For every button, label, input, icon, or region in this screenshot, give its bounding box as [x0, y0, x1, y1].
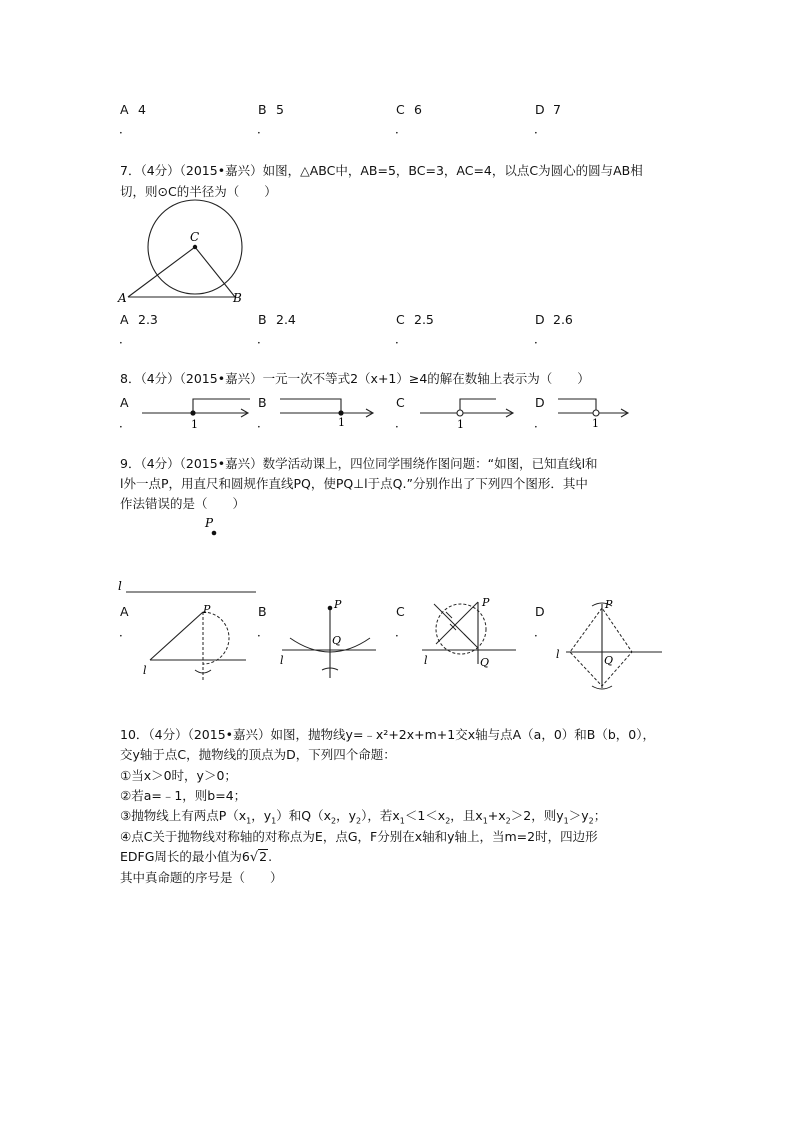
svg-text:P: P — [605, 598, 613, 611]
svg-text:P: P — [334, 598, 342, 611]
q9-text-line3: 作法错误的是（ ） — [120, 496, 246, 511]
q8-numberline-d[interactable] — [556, 393, 636, 433]
q7-label-a: A — [118, 291, 127, 305]
q7-dot-a: ． — [119, 332, 132, 346]
q8-text-line1: 8．（4分）（2015•嘉兴）一元一次不等式2（x+1）≥4的解在数轴上表示为（ ） — [120, 371, 590, 386]
q7-label-b: B — [233, 291, 242, 305]
q8-dot-a: ． — [119, 416, 132, 430]
q9-given-figure — [118, 516, 263, 596]
q6-option-c[interactable]: C 6 — [396, 102, 422, 117]
q9-given-point-p — [212, 531, 217, 536]
q9-figure-b[interactable] — [278, 596, 383, 686]
q9-text-line1: 9．（4分）（2015•嘉兴）数学活动课上，四位同学围绕作图问题：“如图，已知直线l和 — [120, 456, 598, 471]
svg-text:l: l — [143, 664, 147, 677]
q7-text-line1: 7．（4分）（2015•嘉兴）如图，△ABC中，AB=5，BC=3，AC=4，以点C为圆心的圆与AB相 — [120, 163, 643, 178]
q10-text-line2: 交y轴于点C，抛物线的顶点为D，下列四个命题： — [120, 747, 396, 762]
q10-statement-4-line1: ④点C关于抛物线对称轴的对称点为E，点G，F分别在x轴和y轴上，当m=2时，四边形 — [120, 829, 598, 844]
svg-text:Q: Q — [332, 634, 342, 647]
q8-letter-d[interactable]: D — [535, 395, 545, 410]
q9-letter-c[interactable]: C — [396, 604, 405, 619]
q9-figure-a[interactable] — [140, 600, 250, 690]
svg-text:P: P — [482, 596, 490, 609]
q9-dot-c: ． — [395, 625, 408, 639]
q8-numberline-b[interactable] — [278, 393, 378, 433]
q10-text-line1: 10．（4分）（2015•嘉兴）如图，抛物线y=﹣x²+2x+m+1交x轴与点A（a，0）和B（b，0）， — [120, 727, 655, 742]
q6-option-a[interactable]: A 4 — [120, 102, 146, 117]
q7-label-c: C — [190, 230, 200, 244]
svg-text:P: P — [203, 603, 211, 616]
q6-dot-c: ． — [395, 122, 408, 136]
q6-dot-b: ． — [257, 122, 270, 136]
q7-option-c[interactable]: C 2.5 — [396, 312, 434, 327]
q8-letter-c[interactable]: C — [396, 395, 405, 410]
q9-given-label-l: l — [118, 579, 122, 593]
svg-text:Q: Q — [604, 654, 614, 667]
q8-tick-b: 1 — [338, 416, 345, 429]
q8-numberline-c[interactable] — [418, 393, 518, 433]
q7-triangle-abc — [128, 247, 235, 297]
sqrt-radicand: 2 — [259, 849, 268, 864]
q7-text-line2: 切，则⊙C的半径为（ ） — [120, 184, 277, 199]
q9-given-label-p: P — [205, 516, 214, 530]
q10-statement-2: ②若a=﹣1，则b=4； — [120, 788, 247, 803]
q10-final-question: 其中真命题的序号是（ ） — [120, 870, 283, 885]
q7-dot-d: ． — [534, 332, 547, 346]
q8-letter-b[interactable]: B — [258, 395, 267, 410]
q8-dot-c: ． — [395, 416, 408, 430]
svg-text:Q: Q — [480, 656, 490, 669]
q9-dot-a: ． — [119, 625, 132, 639]
q9-figure-d[interactable] — [556, 596, 666, 696]
q7-figure — [118, 205, 248, 309]
q9-figure-c[interactable] — [416, 594, 526, 684]
q8-tick-d: 1 — [592, 417, 599, 430]
q7-point-c — [193, 245, 197, 249]
q8-dot-d: ． — [534, 416, 547, 430]
q8-tick-a: 1 — [191, 418, 198, 431]
q8-tick-c: 1 — [457, 418, 464, 431]
q8-numberline-a[interactable] — [140, 393, 255, 433]
svg-text:l: l — [556, 648, 560, 661]
q7-dot-b: ． — [257, 332, 270, 346]
q10-statement-1: ①当x＞0时，y＞0； — [120, 768, 237, 783]
q9-text-line2: l外一点P，用直尺和圆规作直线PQ，使PQ⊥l于点Q.”分别作出了下列四个图形．其中 — [120, 476, 588, 491]
q9-letter-b[interactable]: B — [258, 604, 267, 619]
q7-option-b[interactable]: B 2.4 — [258, 312, 296, 327]
q8-letter-a[interactable]: A — [120, 395, 129, 410]
svg-text:l: l — [424, 654, 428, 667]
q7-option-a[interactable]: A 2.3 — [120, 312, 158, 327]
q7-dot-c: ． — [395, 332, 408, 346]
q9-dot-d: ． — [534, 625, 547, 639]
q10-statement-3: ③抛物线上有两点$P(x_1$，$y_1$）和$Q(x_2$，$y_2$），若$x_1<1<x_2$，且$x_1+x_2>2$，则$y_1>y_2$； — [120, 808, 607, 826]
q9-letter-d[interactable]: D — [535, 604, 545, 619]
q6-dot-a: ． — [119, 122, 132, 136]
q9-letter-a[interactable]: A — [120, 604, 129, 619]
q6-dot-d: ． — [534, 122, 547, 136]
q9-dot-b: ． — [257, 625, 270, 639]
q6-option-d[interactable]: D 7 — [535, 102, 561, 117]
q8-dot-b: ． — [257, 416, 270, 430]
q7-option-d[interactable]: D 2.6 — [535, 312, 573, 327]
svg-text:l: l — [280, 654, 284, 667]
q6-option-b[interactable]: B 5 — [258, 102, 284, 117]
q10-statement-4-line2: EDFG周长的最小值为6√2. — [120, 849, 273, 865]
